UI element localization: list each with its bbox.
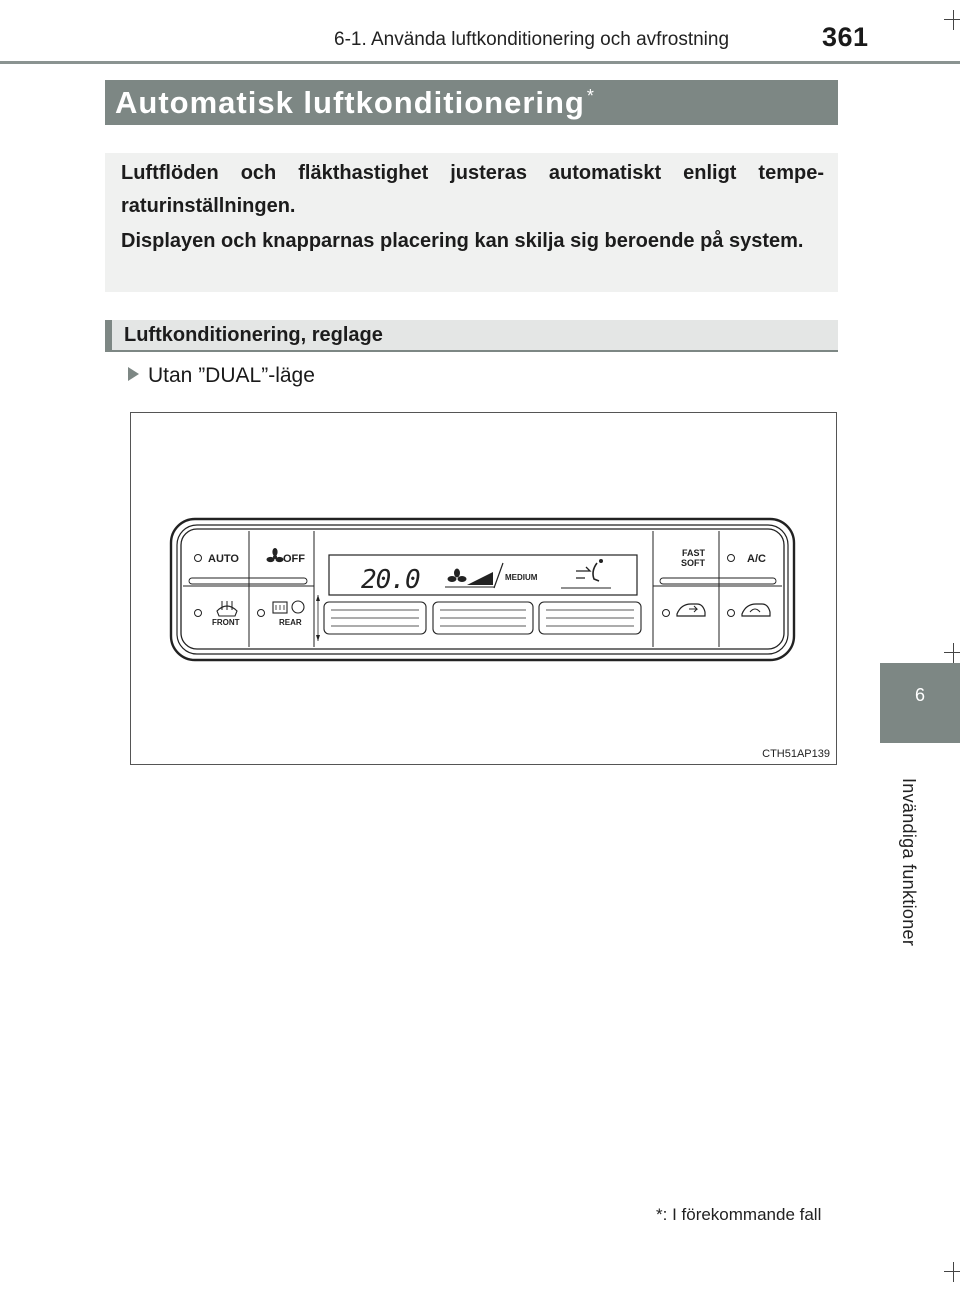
chapter-label: Invändiga funktioner [899, 778, 919, 947]
chapter-number: 6 [914, 685, 925, 705]
off-label: OFF [283, 553, 305, 565]
footnote-marker: * [656, 1205, 663, 1224]
title-footnote-marker: * [586, 85, 595, 106]
intro-paragraph: Displayen och knapparnas placering kan skilja sig beroende på system. [121, 230, 804, 252]
subheading: Luftkonditionering, reglage [124, 324, 383, 346]
chapter-tab [880, 663, 960, 743]
soft-label: SOFT [681, 558, 705, 568]
fast-label: FAST [682, 548, 706, 558]
intro-paragraph: Luftflöden och fläkthastighet justeras automatiskt enligt tempe-raturinställningen. [121, 162, 824, 217]
ac-label: A/C [747, 553, 766, 565]
crop-mark [944, 643, 960, 663]
section-title: 6-1. Använda luftkonditionering och avfrostning [334, 29, 730, 50]
front-label: FRONT [212, 618, 240, 627]
auto-label: AUTO [208, 553, 239, 565]
bullet-text: Utan ”DUAL”-läge [148, 364, 315, 387]
fan-level-label: MEDIUM [505, 573, 538, 582]
footnote-text: : I förekommande fall [662, 1205, 822, 1224]
intro-box [105, 153, 838, 292]
subheading-bar [105, 320, 838, 352]
figure-frame [130, 412, 837, 765]
crop-mark [944, 10, 960, 30]
page-title [115, 85, 595, 121]
triangle-bullet-icon [128, 367, 139, 381]
bullet-item [128, 364, 315, 388]
climate-panel-illustration [131, 413, 836, 764]
header-divider [0, 61, 960, 64]
title-bar [105, 80, 838, 125]
figure-code: CTH51AP139 [762, 748, 830, 760]
page-number: 361 [822, 22, 869, 52]
crop-mark [944, 1262, 960, 1282]
footnote [656, 1205, 821, 1225]
page-title-text: Automatisk luftkonditionering [115, 85, 585, 120]
temperature-display: 20.0 [361, 565, 420, 595]
rear-label: REAR [279, 618, 302, 627]
